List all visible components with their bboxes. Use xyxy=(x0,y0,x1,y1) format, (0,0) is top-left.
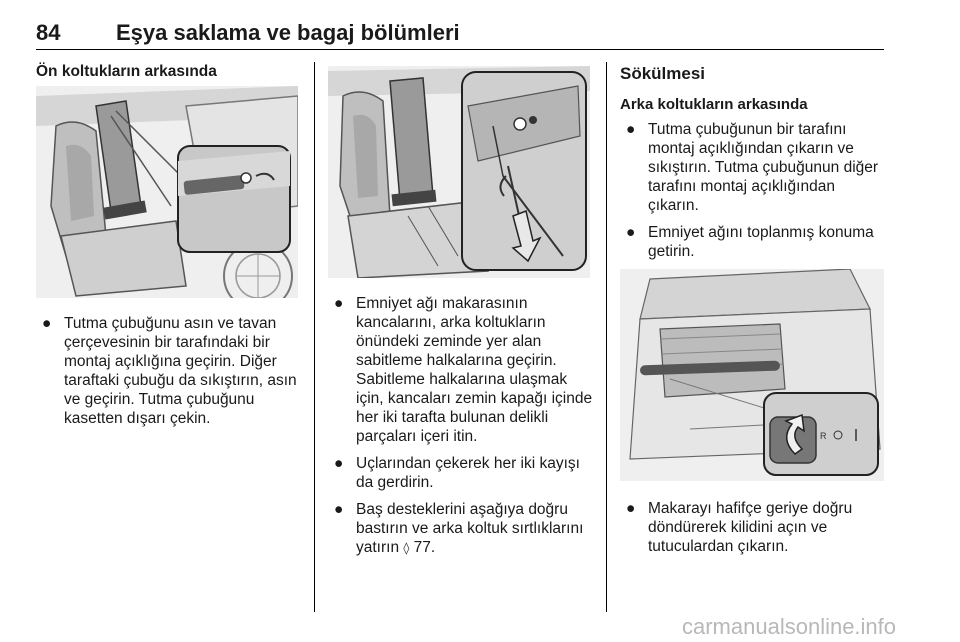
bullet-dot: ● xyxy=(626,121,636,138)
list-item xyxy=(620,120,886,215)
bullet-list-col3-bottom xyxy=(620,499,886,556)
list-item xyxy=(328,294,594,446)
list-item xyxy=(620,499,886,556)
bullet-dot: ● xyxy=(626,224,636,241)
bullet-list-col2 xyxy=(328,294,594,558)
figure-front-seat-net xyxy=(36,86,298,298)
bullet-list-col3-top xyxy=(620,120,886,261)
bullet-text: Baş desteklerini aşağıya doğru bastırın ve arka koltuk sırtlıklarını yatırın xyxy=(356,501,584,556)
column-divider-1 xyxy=(314,62,315,612)
figure-rear-floor-hooks xyxy=(328,66,590,278)
bullet-text: Uçlarından çekerek her iki kayışı da gerdirin. xyxy=(356,455,580,491)
bullet-text: Tutma çubuğunun bir tarafını montaj açıklığından çıkarın ve sıkıştırın. Tutma çubuğunun diğer tarafını montaj açıklığından çıkarın. xyxy=(648,121,879,214)
bullet-list-col1 xyxy=(36,314,302,428)
list-item xyxy=(620,223,886,261)
bullet-dot: ● xyxy=(42,315,52,332)
page-reference-icon: ◊ xyxy=(403,541,410,555)
header-rule xyxy=(36,49,884,50)
bullet-text: Emniyet ağı makarasının kancalarını, arka koltukların önündeki zeminde yer alan sabitleme halkalarına geçirin. Sabitleme halkalarına ulaşmak için, kancaları zemin kapağı içinde her iki tarafta bulunan delikli parçaları içeri itin. xyxy=(356,295,593,445)
page-number: 84 xyxy=(36,20,61,45)
list-item xyxy=(36,314,302,428)
bullet-dot: ● xyxy=(626,500,636,517)
column-1 xyxy=(36,62,302,436)
svg-text:R: R xyxy=(820,431,827,441)
bullet-dot: ● xyxy=(334,501,344,518)
figure-cargo-reel-removal xyxy=(620,269,884,481)
section-heading-removal: Sökülmesi xyxy=(620,64,706,83)
page-header xyxy=(36,16,884,46)
list-item xyxy=(328,500,594,558)
column-3 xyxy=(620,62,886,564)
section-heading-front-seats: Ön koltukların arkasında xyxy=(36,63,217,80)
page-title: Eşya saklama ve bagaj bölümleri xyxy=(116,20,460,45)
bullet-text: Makarayı hafifçe geriye doğru döndürerek kilidini açın ve tutuculardan çıkarın. xyxy=(648,500,853,555)
column-2 xyxy=(328,62,594,566)
bullet-text: Tutma çubuğunu asın ve tavan çerçevesinin bir tarafındaki bir montaj açıklığına geçirin. Diğer taraftaki çubuğu da sıkıştırın, asın ve geçirin. Tutma çubuğunu kasetten dışarı çekin. xyxy=(64,315,297,427)
bullet-dot: ● xyxy=(334,455,344,472)
bullet-dot: ● xyxy=(334,295,344,312)
list-item xyxy=(328,454,594,492)
subheading-rear-seats: Arka koltukların arkasında xyxy=(620,96,808,113)
column-divider-2 xyxy=(606,62,607,612)
watermark: carmanualsonline.info xyxy=(682,614,897,639)
bullet-text: Emniyet ağını toplanmış konuma getirin. xyxy=(648,224,874,260)
page-reference-link[interactable]: 77. xyxy=(413,539,436,556)
